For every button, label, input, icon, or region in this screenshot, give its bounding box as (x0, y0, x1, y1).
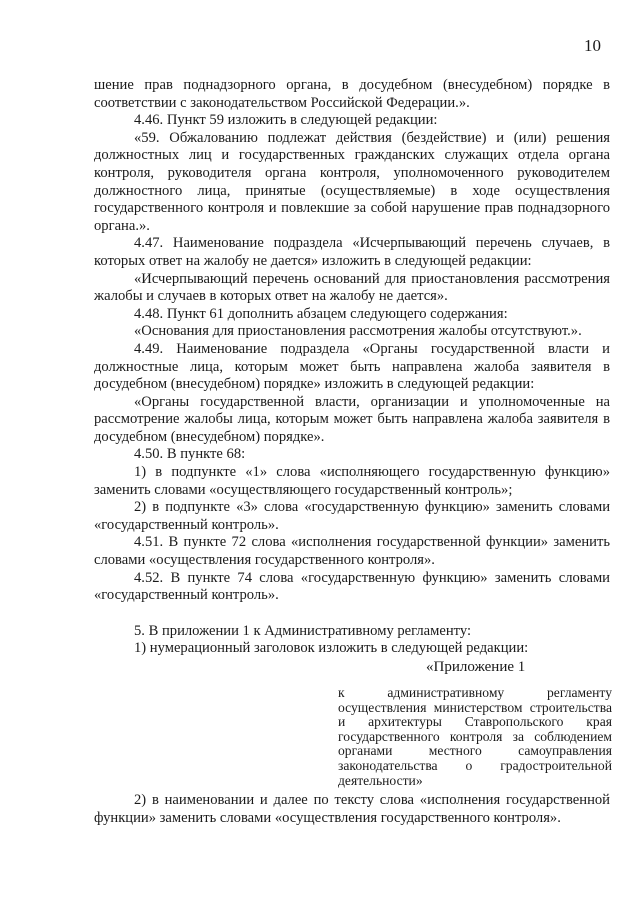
paragraph: шение прав поднадзорного органа, в досудебном (внесудебном) порядке в соответствии с законодательством Российской Федерации.». (94, 77, 610, 111)
paragraph: 2) в подпункте «3» слова «государственную функцию» заменить словами «государственный контроль». (94, 499, 610, 533)
section-gap (94, 605, 610, 623)
paragraph: 4.48. Пункт 61 дополнить абзацем следующего содержания: (134, 305, 508, 322)
paragraph: 4.49. Наименование подраздела «Органы государственной власти и должностные лица, которым может быть направлена жалоба заявителя в досудебном (внесудебном) порядке» изложить в следующей редакции: (94, 340, 610, 393)
paragraph: «Основания для приостановления рассмотрения жалобы отсутствуют.». (134, 323, 582, 340)
paragraph: 4.52. В пункте 74 слова «государственную функцию» заменить словами «государственный контроль». (94, 569, 610, 604)
annex-description: к административному регламенту осуществления министерством строительства и архитектуры Ставропольского края государственного контроля за соблюдением органами местного самоуправления законодательства о градостроительной деятельности» (338, 685, 612, 788)
paragraph: 1) в подпункте «1» слова «исполняющего государственную функцию» заменить словами «осуществляющего государственный контроль»; (94, 464, 610, 498)
paragraph: 4.50. В пункте 68: (134, 446, 246, 463)
paragraph: 4.46. Пункт 59 изложить в следующей редакции: (134, 112, 438, 129)
main-text (94, 77, 610, 658)
tail-text (94, 792, 610, 827)
paragraph: «Исчерпывающий перечень оснований для приостановления рассмотрения жалобы и случаев в которых ответ на жалобу не дается». (94, 270, 610, 305)
paragraph: 1) нумерационный заголовок изложить в следующей редакции: (134, 640, 529, 657)
paragraph: 4.51. В пункте 72 слова «исполнения государственной функции» заменить словами «осуществления государственного контроля». (94, 534, 610, 569)
page-number: 10 (584, 36, 601, 55)
section-heading: 5. В приложении 1 к Административному регламенту: (134, 622, 472, 639)
paragraph: «59. Обжалованию подлежат действия (бездействие) и (или) решения должностных лиц и государственных гражданских служащих отдела органа контроля, руководителя органа контроля, уполномоченного руководителем должностного лица, принятые (осуществляемые) в ходе осуществления государственного контроля и повлекшие за собой нарушение прав поднадзорного органа.». (94, 129, 610, 234)
paragraph: 4.47. Наименование подраздела «Исчерпывающий перечень случаев, в которых ответ на жалобу не дается» изложить в следующей редакции: (94, 235, 610, 269)
paragraph: «Органы государственной власти, организации и уполномоченные на рассмотрение жалобы лица, которым может быть направлена жалоба заявителя в досудебном (внесудебном) порядке». (94, 393, 610, 445)
annex-title: «Приложение 1 (426, 659, 526, 675)
paragraph: 2) в наименовании и далее по тексту слова «исполнения государственной функции» заменить словами «осуществления государственного контроля». (94, 792, 610, 826)
